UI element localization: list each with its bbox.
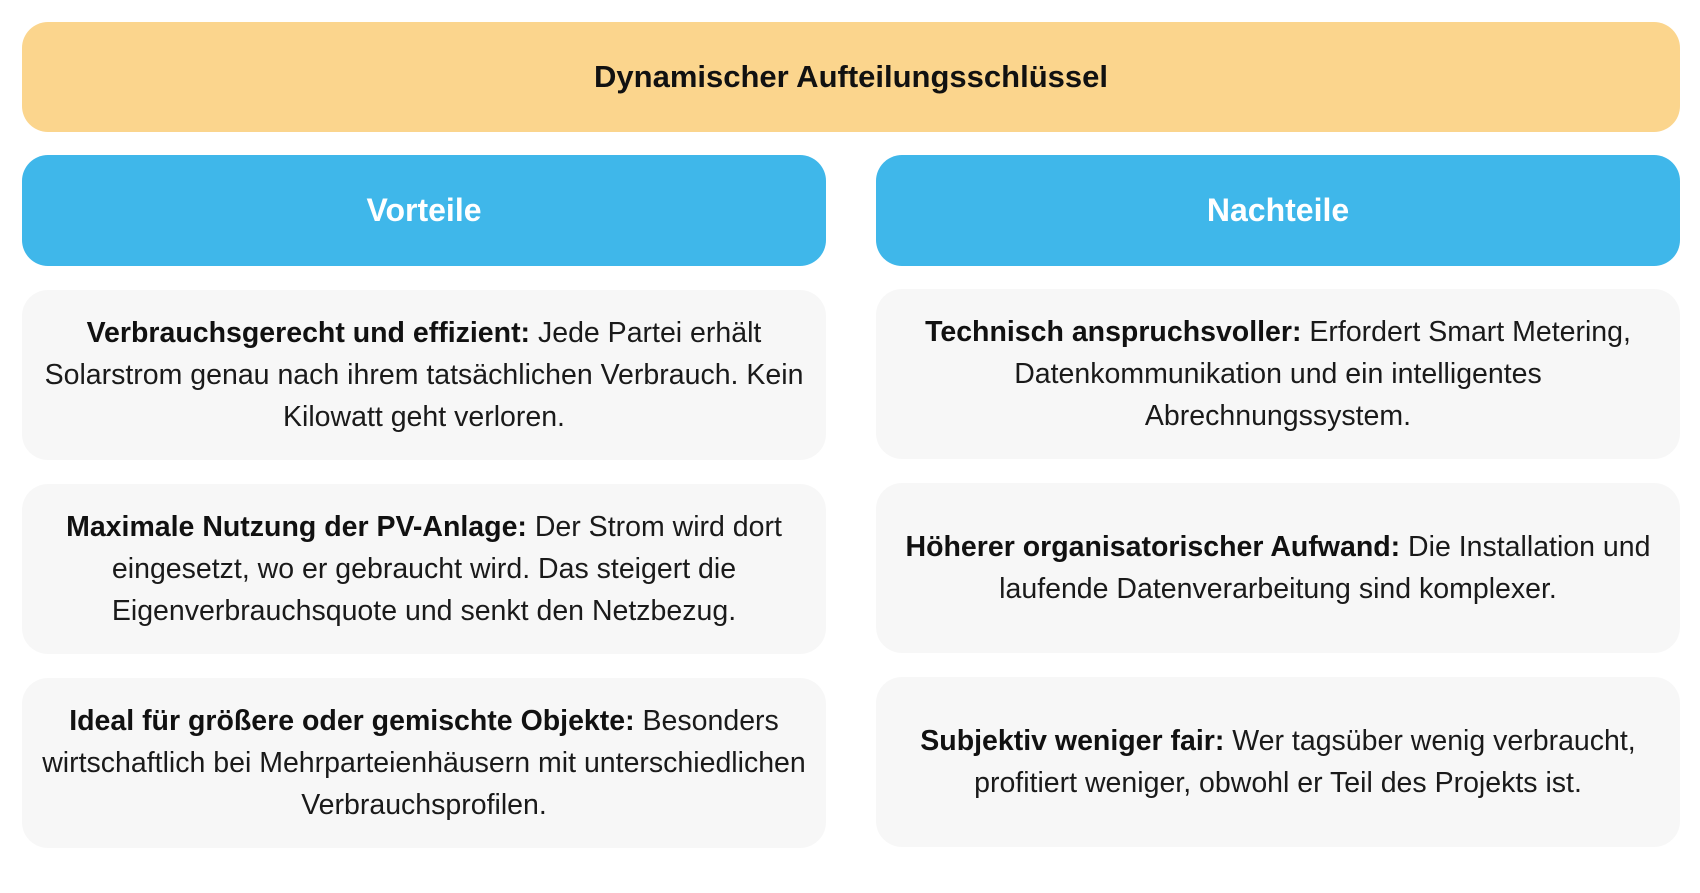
disadvantage-card-2 (876, 483, 1680, 653)
advantages-heading: Vorteile (366, 192, 482, 228)
disadvantages-heading: Nachteile (1206, 192, 1350, 228)
disadvantage-label-2: Höherer organisatorischer Aufwand: (905, 531, 1401, 563)
disadvantages-header (876, 155, 1680, 266)
disadvantage-card-1 (876, 289, 1680, 459)
advantage-text-2 (32, 506, 816, 632)
advantage-label-1: Verbrauchsgerecht und effizient: (86, 317, 531, 349)
disadvantage-description-3: Wer tagsüber wenig verbraucht, profitiert weniger, obwohl er Teil des Projekts ist. (974, 725, 1636, 799)
disadvantage-text-1 (886, 311, 1670, 437)
page-title: Dynamischer Aufteilungsschlüssel (594, 59, 1108, 94)
advantage-text-3 (32, 700, 816, 826)
advantage-label-3: Ideal für größere oder gemischte Objekte: (69, 705, 635, 737)
advantage-text-1 (32, 312, 816, 438)
disadvantage-description-2: Die Installation und laufende Datenverarbeitung sind komplexer. (999, 531, 1651, 605)
disadvantage-text-3 (886, 720, 1670, 804)
advantage-description-1: Jede Partei erhält Solarstrom genau nach ihrem tatsächlichen Verbrauch. Kein Kilowatt geht verloren. (44, 317, 804, 433)
disadvantage-label-3: Subjektiv weniger fair: (920, 725, 1225, 757)
advantage-label-2: Maximale Nutzung der PV-Anlage: (66, 511, 527, 543)
disadvantage-card-3 (876, 677, 1680, 847)
disadvantage-description-1: Erfordert Smart Metering, Datenkommunikation und ein intelligentes Abrechnungssystem. (1014, 316, 1631, 432)
advantage-description-2: Der Strom wird dort eingesetzt, wo er gebraucht wird. Das steigert die Eigenverbrauchsquote und senkt den Netzbezug. (111, 511, 782, 627)
advantages-header (22, 155, 826, 266)
advantage-card-1 (22, 290, 826, 460)
advantage-card-2 (22, 484, 826, 654)
disadvantage-text-2 (886, 526, 1670, 610)
disadvantage-label-1: Technisch anspruchsvoller: (925, 316, 1302, 348)
advantage-description-3: Besonders wirtschaftlich bei Mehrparteienhäusern mit unterschiedlichen Verbrauchsprofilen. (42, 705, 806, 821)
advantage-card-3 (22, 678, 826, 848)
title-banner (22, 22, 1680, 132)
